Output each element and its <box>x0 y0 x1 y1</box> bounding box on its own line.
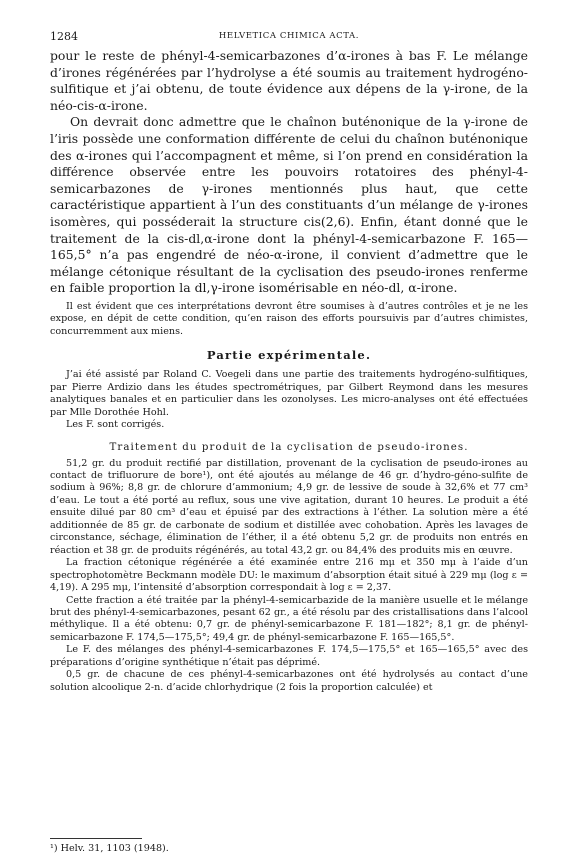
acknowledgement-block <box>50 369 528 431</box>
remark-paragraph: Il est évident que ces interprétations devront être soumises à d’autres contrôles et je ne les expose, en dépit de cette condition, qu’en raison des efforts poursuivis par d’autres chimistes, concurremment aux miens. <box>50 300 528 337</box>
page-number: 1284 <box>50 30 78 43</box>
corrected-note: Les F. sont corrigés. <box>66 419 165 431</box>
body-paragraph: On devrait donc admettre que le chaînon buténonique de la γ-irone de l’iris possède une conformation différente de celui du chaînon buténonique des α-irones qui l’accompagnent et même, si l’on prend en considération la différence observée entre les pouvoirs rotatoires des phényl-4-semicarbazones de γ-irones mentionnés plus haut, que cette caractéristique appartient à l’un des constituants d’un mélange de γ-irones isomères, qui posséderait la structure cis(2,6). Enfin, étant donné que le traitement de la cis-dl,α-irone dont la phényl-4-semicarbazone F. 165—165,5° n’a pas engendré de néo-α-irone, il convient d’admettre que le mélange cétonique résultant de la cyclisation des pseudo-irones renferme en faible proportion la dl,γ-irone isomérisable en néo-dl, α-irone. <box>50 114 528 296</box>
main-text <box>50 48 528 297</box>
experimental-paragraph: Le F. des mélanges des phényl-4-semicarbazones F. 174,5—175,5° et 165—165,5° avec des préparations d’origine synthétique n’était pas déprimé. <box>50 644 528 668</box>
section-title: Partie expérimentale. <box>206 348 372 363</box>
footnote-rule <box>50 838 142 839</box>
subsection-title: Traitement du produit de la cyclisation de pseudo-irones. <box>109 441 469 453</box>
experimental-paragraph: 0,5 gr. de chacune de ces phényl-4-semicarbazones ont été hydrolysés au contact d’une solution alcoolique 2-n. d’acide chlorhydrique (2 fois la proportion calculée) et <box>50 669 528 693</box>
remark-block <box>50 301 528 338</box>
running-title: HELVETICA CHIMICA ACTA. <box>218 31 360 41</box>
body-paragraph: pour le reste de phényl-4-semicarbazones d’α-irones à bas F. Le mélange d’irones régénérées par l’hydrolyse a été soumis au traitement hydrogéno-sulfitique et j’ai obtenu, de toute évidence aux dépens de la γ-irone, de la néo-cis-α-irone. <box>50 48 528 113</box>
footnote-area <box>50 838 528 854</box>
acknowledgement-paragraph: J’ai été assisté par Roland C. Voegeli dans une partie des traitements hydrogéno-sulfitiques, par Pierre Ardizio dans les études spectrométriques, par Gilbert Reymond dans les mesures analytiques banales et en particulier dans les ozonolyses. Les micro-analyses ont été effectuées par Mlle Dorothée Hohl. <box>50 369 528 418</box>
journal-page <box>50 30 528 694</box>
experimental-paragraph: Cette fraction a été traitée par la phényl-4-semicarbazide de la manière usuelle et le mélange brut des phényl-4-semicarbazones, pesant 62 gr., a été résolu par des cristallisations dans l’alcool méthylique. Il a été obtenu: 0,7 gr. de phényl-semicarbazone F. 181—182°; 8,1 gr. de phényl-semicarbazone F. 174,5—175,5°; 49,4 gr. de phényl-semicarbazone F. 165—165,5°. <box>50 594 528 643</box>
page-header <box>50 30 528 48</box>
experimental-paragraph: La fraction cétonique régénérée a été examinée entre 216 mμ et 350 mμ à l’aide d’un spectrophotomètre Beckmann modèle DU: le maximum d’absorption était situé à 229 mμ (log ε = 4,19). A 295 mμ, l’intensité d’absorption correspondait à log ε = 2,37. <box>50 557 528 594</box>
experimental-text <box>50 458 528 695</box>
experimental-paragraph: 51,2 gr. du produit rectifié par distillation, provenant de la cyclisation de pseudo-irones au contact de trifluorure de bore¹), ont été ajoutés au mélange de 46 gr. d’hydro-géno-sulfite de sodium à 96%; 8,8 gr. de chlorure d’ammonium; 4,9 gr. de lessive de soude à 32,6% et 77 cm³ d’eau. Le tout a été porté au reflux, sous une vive agitation, durant 10 heures. Le produit a été ensuite dilué par 80 cm³ d’eau et épuisé par des extractions à l’éther. La solution mère a été additionnée de 85 gr. de carbonate de sodium et distillée avec cohobation. Après les lavages de circonstance, séchage, élimination de l’éther, il a été obtenu 5,2 gr. de produits non entrés en réaction et 38 gr. de produits régénérés, au total 43,2 gr. ou 84,4% des produits mis en œuvre. <box>50 457 528 556</box>
footnote-text: ¹) Helv. 31, 1103 (1948). <box>50 843 169 854</box>
